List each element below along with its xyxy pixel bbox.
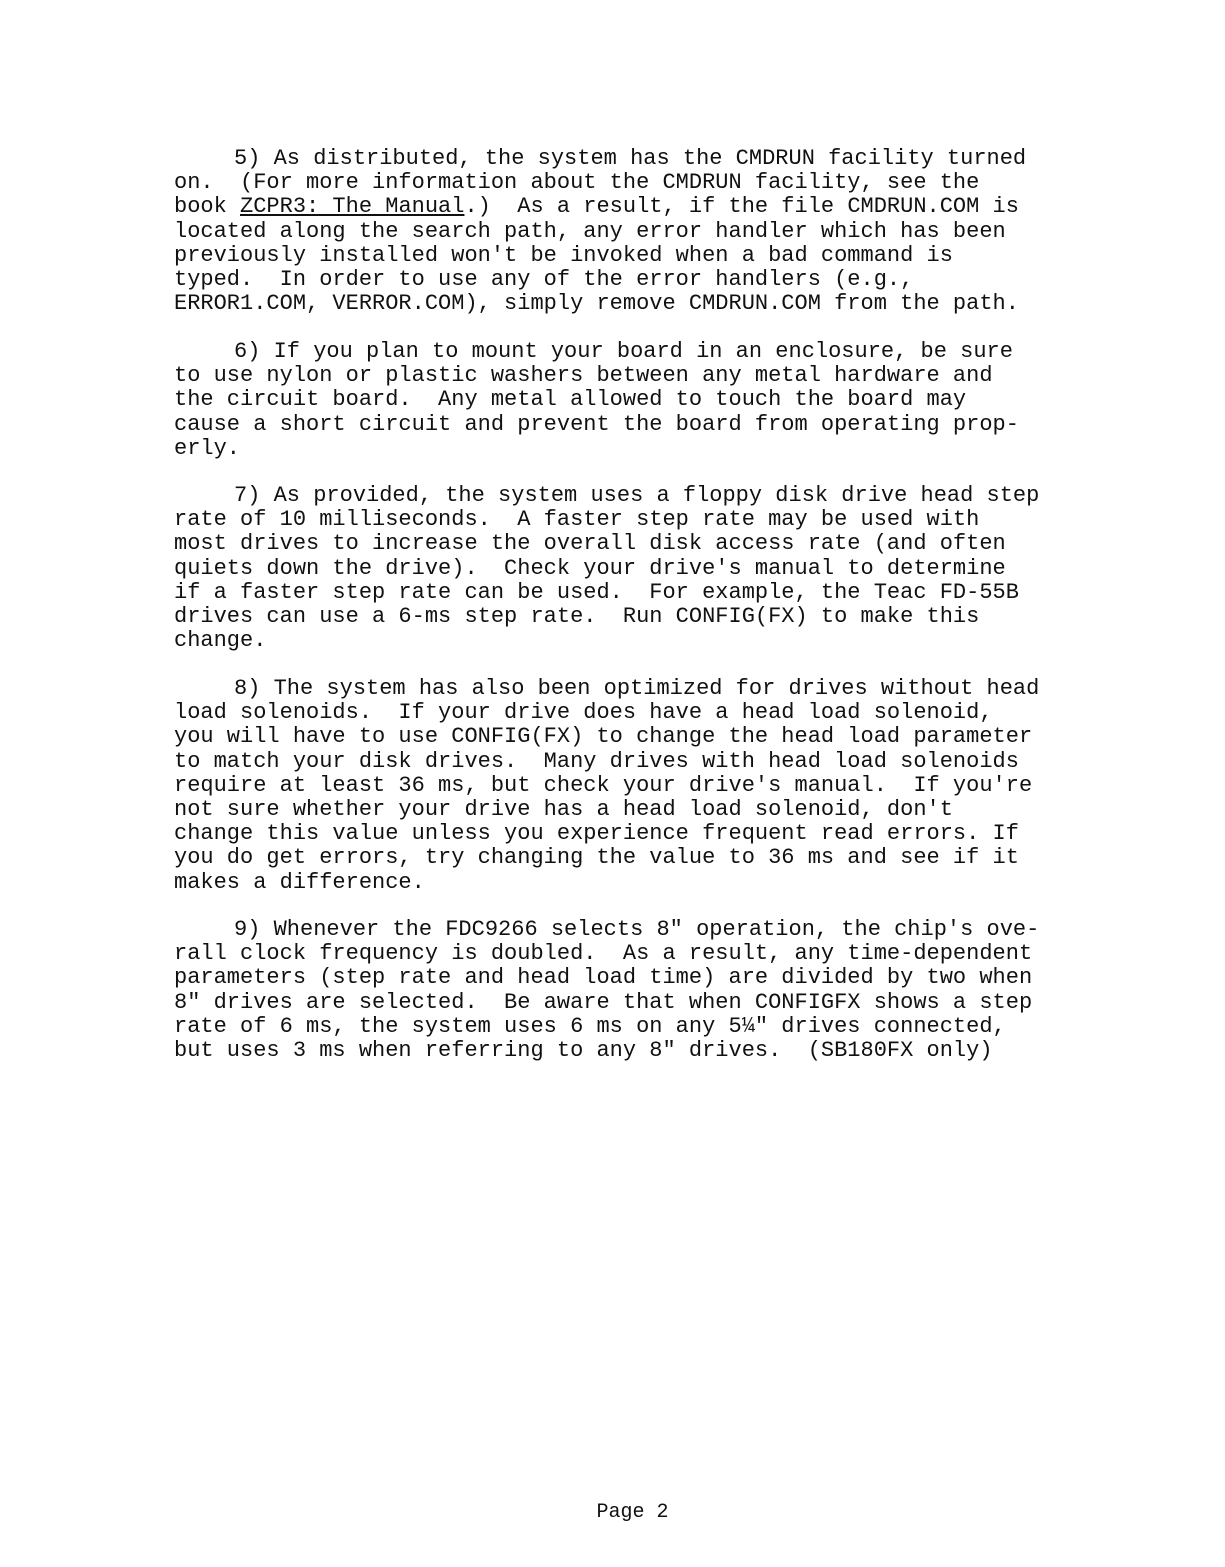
text-line: to use nylon or plastic washers between any metal hardware and	[174, 363, 993, 389]
text-line: makes a difference.	[174, 869, 425, 895]
text-line: 7) As provided, the system uses a floppy disk drive head step	[234, 483, 1040, 508]
text-line: you will have to use CONFIG(FX) to change the head load parameter	[174, 724, 1033, 750]
text-line: typed. In order to use any of the error handlers (e.g.,	[174, 267, 914, 293]
text-line: change.	[174, 628, 267, 654]
text-fragment: book	[174, 194, 241, 220]
text-line: 6) If you plan to mount your board in an enclosure, be sure	[234, 339, 1013, 364]
paragraph-8-head-load	[174, 677, 1124, 895]
book-title: ZCPR3: The Manual	[240, 194, 465, 220]
paragraph-6-enclosure	[174, 340, 1124, 461]
text-line: erly.	[174, 435, 241, 461]
text-line: if a faster step rate can be used. For example, the Teac FD-55B	[174, 579, 1019, 605]
text-line	[174, 195, 1124, 219]
text-line: on. (For more information about the CMDRUN facility, see the	[174, 170, 980, 196]
text-line: the circuit board. Any metal allowed to touch the board may	[174, 387, 967, 413]
text-line: drives can use a 6-ms step rate. Run CONFIG(FX) to make this	[174, 604, 980, 630]
text-line: quiets down the drive). Check your drive's manual to determine	[174, 555, 1006, 581]
text-line: 8" drives are selected. Be aware that when CONFIGFX shows a step	[174, 989, 1033, 1015]
text-line: 9) Whenever the FDC9266 selects 8" operation, the chip's ove-	[234, 917, 1040, 942]
text-line: rate of 6 ms, the system uses 6 ms on any 5¼" drives connected,	[174, 1013, 1006, 1039]
text-fragment: .) As a result, if the file CMDRUN.COM is	[464, 194, 1019, 220]
text-line: 5) As distributed, the system has the CMDRUN facility turned	[234, 146, 1027, 171]
text-line: most drives to increase the overall disk access rate (and often	[174, 531, 1006, 557]
text-line: not sure whether your drive has a head load solenoid, don't	[174, 797, 953, 823]
text-line: ERROR1.COM, VERROR.COM), simply remove CMDRUN.COM from the path.	[174, 291, 1019, 317]
text-line: located along the search path, any error handler which has been	[174, 218, 1006, 244]
paragraph-7-step-rate	[174, 484, 1124, 653]
text-line: 8) The system has also been optimized for drives without head	[234, 676, 1040, 701]
text-line: you do get errors, try changing the value to 36 ms and see if it	[174, 845, 1019, 871]
text-line: rate of 10 milliseconds. A faster step rate may be used with	[174, 507, 980, 533]
text-line: to match your disk drives. Many drives with head load solenoids	[174, 748, 1019, 774]
paragraph-9-fdc9266	[174, 918, 1124, 1063]
page-number: Page 2	[596, 1501, 669, 1524]
text-line: load solenoids. If your drive does have a head load solenoid,	[174, 700, 993, 726]
text-line: rall clock frequency is doubled. As a result, any time-dependent	[174, 941, 1033, 967]
text-line: parameters (step rate and head load time) are divided by two when	[174, 965, 1033, 991]
paragraph-5-cmdrun	[174, 147, 1124, 316]
text-line: but uses 3 ms when referring to any 8" drives. (SB180FX only)	[174, 1038, 993, 1064]
text-line: cause a short circuit and prevent the board from operating prop-	[174, 411, 1019, 437]
text-line: change this value unless you experience frequent read errors. If	[174, 821, 1019, 847]
text-line: previously installed won't be invoked when a bad command is	[174, 242, 953, 268]
text-line: require at least 36 ms, but check your drive's manual. If you're	[174, 772, 1033, 798]
